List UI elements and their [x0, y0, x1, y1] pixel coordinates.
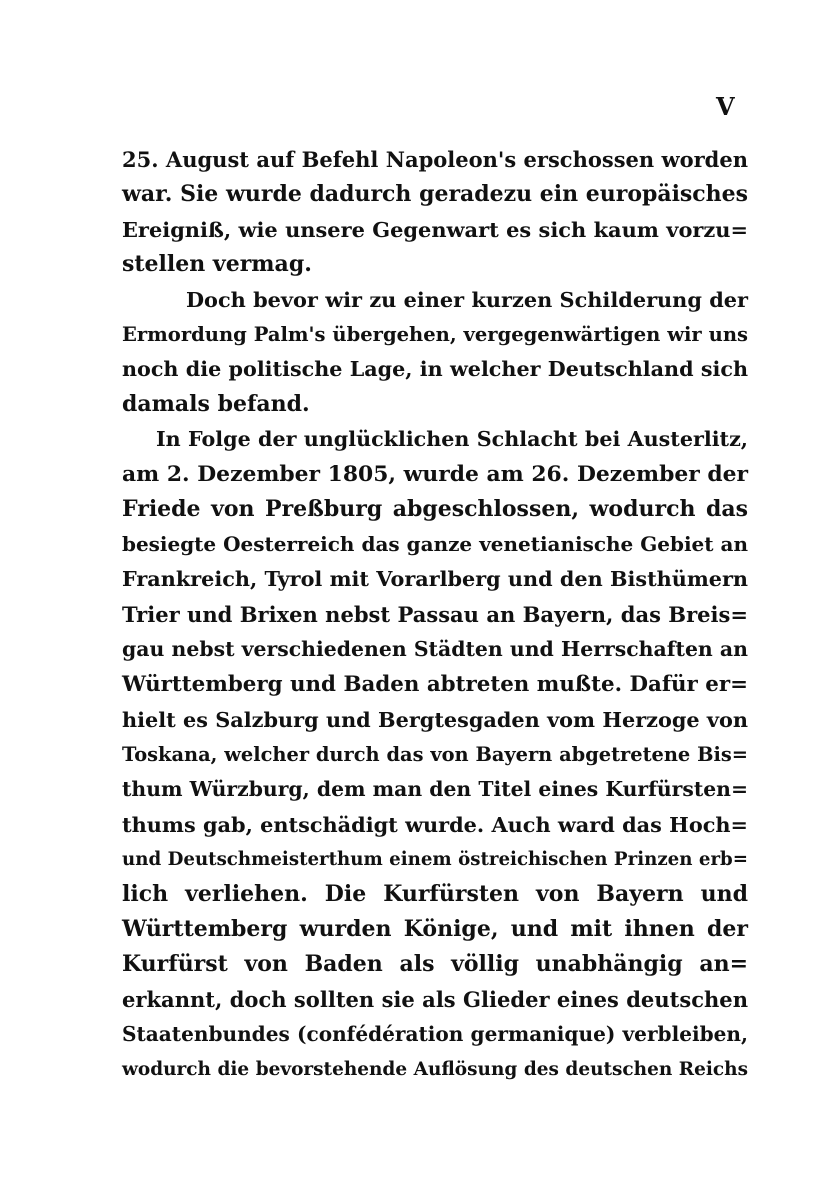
page-number: V [716, 92, 736, 121]
text-line: Toskana, welcher durch das von Bayern abgetretene Bis= [122, 743, 748, 766]
text-line: 25. August auf Befehl Napoleon's erschossen worden [122, 147, 748, 172]
text-line: Trier und Brixen nebst Passau an Bayern, das Breis= [122, 602, 748, 627]
text-line: thums gab, entschädigt wurde. Auch ward das Hoch= [122, 812, 748, 837]
text-line: damals befand. [122, 391, 310, 417]
text-line: am 2. Dezember 1805, wurde am 26. Dezember der [122, 462, 748, 487]
text-line: Frankreich, Tyrol mit Vorarlberg und den Bisthümern [122, 567, 748, 591]
text-line: wodurch die bevorstehende Auflösung des deutschen Reichs [122, 1059, 748, 1080]
text-line: war. Sie wurde dadurch geradezu ein europäisches [122, 181, 748, 207]
text-line: gau nebst verschiedenen Städten und Herrschaften an [122, 637, 748, 661]
paragraph-1 [122, 142, 748, 282]
text-line: Württemberg und Baden abtreten mußte. Dafür er= [122, 672, 748, 697]
text-line: Kurfürst von Baden als völlig unabhängig an= [122, 951, 748, 977]
text-line: noch die politische Lage, in welcher Deutschland sich [122, 357, 748, 381]
text-line: Doch bevor wir zu einer kurzen Schilderung der [186, 287, 748, 312]
text-line: Ermordung Palm's übergehen, vergegenwärtigen wir uns [122, 323, 748, 346]
text-line: In Folge der unglücklichen Schlacht bei Austerlitz, [156, 427, 748, 451]
paragraph-2 [122, 282, 748, 422]
text-line: Staatenbundes (confédération germanique) verbleiben, [122, 1022, 748, 1046]
text-line: Württemberg wurden Könige, und mit ihnen der [122, 916, 748, 942]
text-line: stellen vermag. [122, 251, 312, 277]
text-line: lich verliehen. Die Kurfürsten von Bayern und [122, 881, 748, 907]
text-line: und Deutschmeisterthum einem östreichischen Prinzen erb= [122, 849, 748, 870]
text-line: besiegte Oesterreich das ganze venetianische Gebiet an [122, 532, 748, 556]
text-line: hielt es Salzburg und Bergtesgaden vom Herzoge von [122, 707, 748, 732]
text-line: erkannt, doch sollten sie als Glieder eines deutschen [122, 987, 748, 1012]
paragraph-3 [122, 422, 748, 1087]
body-text [122, 142, 748, 1087]
text-line: Friede von Preßburg abgeschlossen, wodurch das [122, 496, 748, 522]
text-line: Ereigniß, wie unsere Gegenwart es sich kaum vorzu= [122, 217, 748, 242]
text-line: thum Würzburg, dem man den Titel eines Kurfürsten= [122, 777, 748, 801]
